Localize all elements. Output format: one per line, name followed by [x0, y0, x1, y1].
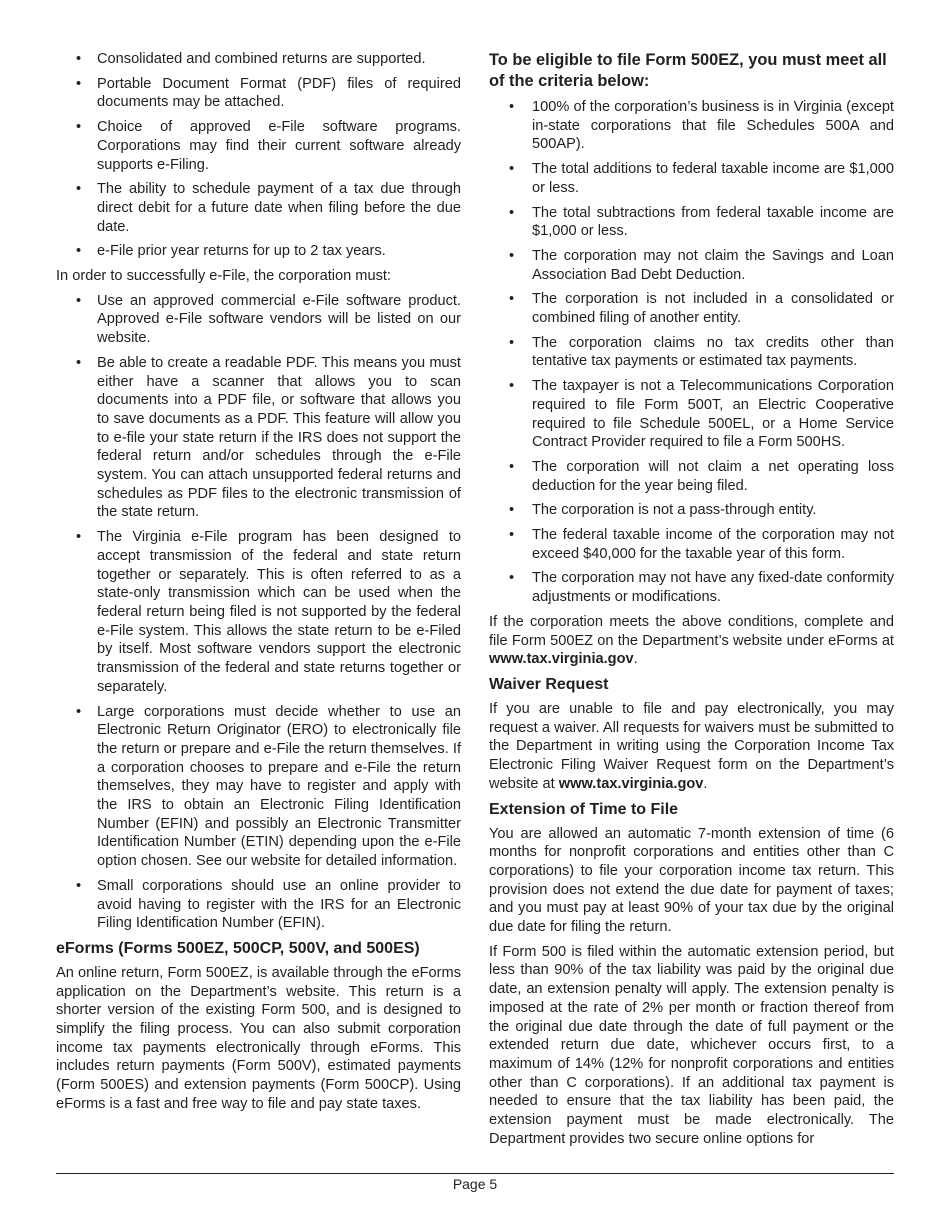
list-item: • The corporation is not included in a consolidated or combined filing of another entity. [489, 290, 894, 327]
list-item: • The corporation will not claim a net operating loss deduction for the year being filed. [489, 458, 894, 495]
list-item: • Small corporations should use an online provider to avoid having to register with the IRS for an Electronic Filing Identification Number (EFIN). [56, 877, 461, 933]
eforms-paragraph: An online return, Form 500EZ, is available through the eForms application on the Department’s website. This return is a shorter version of the existing Form 500, and is designed to simplify the filing process. You can also submit corporation income tax payments electronically through eForms. This includes return payments (Form 500V), estimated payments (Form 500ES) and extension payments (Form 500CP). Using eForms is a fast and free way to file and pay state taxes. [56, 964, 461, 1112]
list-item: • Portable Document Format (PDF) files of required documents may be attached. [56, 75, 461, 112]
extension-paragraph-1: You are allowed an automatic 7-month extension of time (6 months for nonprofit corporations and entities other than C corporations) to file your corporation income tax return. This provision does not extend the due date for payment of taxes; and you must pay at least 90% of your tax due by the original due date for filing the return. [489, 825, 894, 936]
eligibility-heading: To be eligible to file Form 500EZ, you must meet all of the criteria below: [489, 51, 887, 90]
extension-heading: Extension of Time to File [489, 800, 679, 818]
list-item: • The Virginia e-File program has been designed to accept transmission of the federal and state return together or separately. This is often referred to as a state-only transmission which can be used when the federal return being filed is not supported by the federal e-File system. This allows the state return to be e-Filed by itself. Most software vendors support the electronic transmission of the federal and state returns together or separately. [56, 528, 461, 696]
period: . [703, 775, 708, 792]
list-item: • The corporation is not a pass-through entity. [489, 501, 894, 520]
efile-requirements-intro: In order to successfully e-File, the corporation must: [56, 268, 391, 285]
eligibility-criteria-list [489, 98, 894, 607]
eforms-eligibility-paragraph [489, 613, 894, 669]
footer-divider [56, 1173, 894, 1174]
list-item: • The ability to schedule payment of a tax due through direct debit for a future date when filing before the due date. [56, 180, 461, 236]
list-item: • Large corporations must decide whether to use an Electronic Return Originator (ERO) to electronically file the return or prepare and e-File the return themselves. If a corporation chooses to prepare and e-File the return themselves, they may have to register and apply with the IRS to obtain an Electronic Filing Identification Number (EFIN) and possibly an Electronic Transmitter Identification Number (ETIN) depending upon the e-File option chosen. See our website for detailed information. [56, 703, 461, 871]
page-number: Page 5 [452, 1176, 498, 1192]
website-link[interactable]: www.tax.virginia.gov [489, 651, 634, 668]
list-item: • Choice of approved e-File software programs. Corporations may find their current software already supports e-Filing. [56, 118, 461, 174]
list-item: • The federal taxable income of the corporation may not exceed $40,000 for the taxable year of this form. [489, 526, 894, 563]
right-column [489, 50, 894, 1154]
waiver-text: If you are unable to file and pay electronically, you may request a waiver. All requests for waivers must be submitted to the Department in writing using the Corporation Income Tax Electronic Filing Waiver Request form on the Department’s website at [489, 700, 894, 792]
efile-requirements-list [56, 292, 461, 933]
extension-paragraph-2: If Form 500 is filed within the automatic extension period, but less than 90% of the tax liability was paid by the original due date, an extension penalty will apply. The extension penalty is imposed at the rate of 2% per month or fraction thereof from the original due date through the date of full payment or the extended return due date, whichever occurs first, to a maximum of 14% (12% for nonprofit corporations and entities other than C corporations). If an additional tax payment is needed to ensure that the tax liability has been paid, the extension payment must be made electronically. The Department provides two secure online options for [489, 943, 894, 1147]
waiver-paragraph [489, 700, 894, 794]
list-item: • e-File prior year returns for up to 2 tax years. [56, 242, 461, 261]
list-item: • The corporation may not claim the Savings and Loan Association Bad Debt Deduction. [489, 247, 894, 284]
website-link[interactable]: www.tax.virginia.gov [558, 775, 704, 792]
list-item: • Be able to create a readable PDF. This means you must either have a scanner that allows you to scan documents into a PDF file, or software that allows you to save documents as a PDF. This feature will allow you to e-file your state return if the IRS does not support the federal return and/or schedules through the e-File system. You can attach unsupported federal returns and schedules as PDF files to the electronic transmission of the state return. [56, 354, 461, 522]
list-item: • Use an approved commercial e-File software product. Approved e-File software vendors will be listed on our website. [56, 292, 461, 348]
list-item: • Consolidated and combined returns are supported. [56, 50, 461, 69]
efile-benefits-list [56, 50, 461, 261]
list-item: • The total additions to federal taxable income are $1,000 or less. [489, 160, 894, 197]
list-item: • The corporation may not have any fixed-date conformity adjustments or modifications. [489, 569, 894, 606]
list-item: • The taxpayer is not a Telecommunications Corporation required to file Form 500T, an Electric Cooperative required to file Schedule 500EL, or a Home Service Contract Provider required to file a Form 500HS. [489, 377, 894, 452]
list-item: • The total subtractions from federal taxable income are $1,000 or less. [489, 204, 894, 241]
list-item: • 100% of the corporation’s business is in Virginia (except in-state corporations that file Schedules 500A and 500AP). [489, 98, 894, 154]
eligibility-text: If the corporation meets the above conditions, complete and file Form 500EZ on the Department’s website under eForms at [489, 613, 894, 649]
eforms-heading: eForms (Forms 500EZ, 500CP, 500V, and 500ES) [56, 939, 420, 957]
waiver-heading: Waiver Request [489, 675, 609, 693]
period: . [633, 651, 638, 668]
left-column [56, 50, 461, 1120]
list-item: • The corporation claims no tax credits other than tentative tax payments or estimated tax payments. [489, 334, 894, 371]
